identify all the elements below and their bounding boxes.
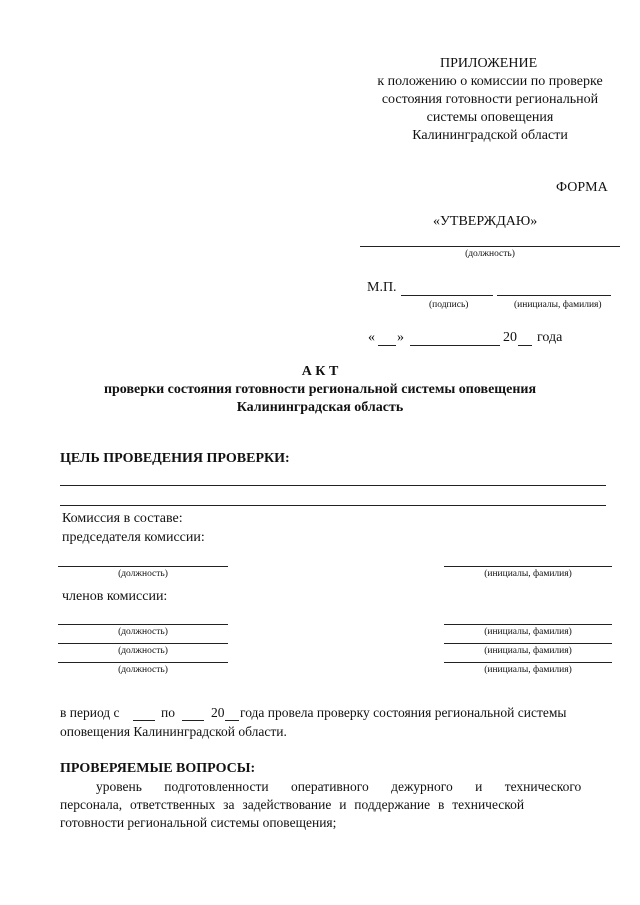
member-position-caption: (должность)	[118, 646, 168, 656]
appendix-line: системы оповещения	[426, 110, 554, 125]
questions-heading: ПРОВЕРЯЕМЫЕ ВОПРОСЫ:	[60, 761, 256, 776]
period-year-line	[225, 720, 239, 721]
date-close-quote: »	[397, 330, 404, 345]
period-to-line	[182, 720, 204, 721]
date-year-suffix: года	[537, 330, 563, 345]
signature-caption: (подпись)	[429, 300, 469, 310]
member-name-caption: (инициалы, фамилия)	[484, 665, 572, 675]
chairman-position-caption: (должность)	[118, 569, 168, 579]
act-region: Калининградская область	[236, 400, 404, 415]
members-label: членов комиссии:	[62, 589, 168, 604]
purpose-line	[60, 485, 606, 486]
chairman-name-caption: (инициалы, фамилия)	[484, 569, 572, 579]
appendix-line: состояния готовности региональной	[381, 92, 599, 107]
form-label: ФОРМА	[556, 180, 608, 195]
member-position-line	[58, 624, 228, 625]
member-position-caption: (должность)	[118, 627, 168, 637]
approver-position-caption: (должность)	[465, 249, 515, 259]
approver-position-line	[360, 246, 620, 247]
chairman-name-line	[444, 566, 612, 567]
date-day-line	[378, 345, 396, 346]
period-text: в период с	[60, 705, 120, 720]
period-text: года провела проверку состояния региональной системы	[240, 705, 567, 720]
question-item-line: уровень подготовленности оперативного дежурного и технического	[96, 779, 582, 794]
approval-title: «УТВЕРЖДАЮ»	[433, 214, 538, 229]
approver-name-caption: (инициалы, фамилия)	[514, 300, 602, 310]
member-name-caption: (инициалы, фамилия)	[484, 627, 572, 637]
commission-composition: Комиссия в составе:	[62, 511, 183, 526]
member-position-line	[58, 662, 228, 663]
member-position-caption: (должность)	[118, 665, 168, 675]
period-text: оповещения Калининградской области.	[60, 724, 287, 739]
period-from-line	[133, 720, 155, 721]
stamp-label: М.П.	[367, 280, 397, 295]
period-text: по	[161, 705, 175, 720]
appendix-title: ПРИЛОЖЕНИЕ	[440, 56, 538, 71]
period-text: 20	[211, 705, 225, 720]
appendix-line: к положению о комиссии по проверке	[377, 74, 603, 89]
date-year-line	[518, 345, 532, 346]
question-item-line: готовности региональной системы оповещения;	[60, 815, 337, 830]
date-month-line	[410, 345, 500, 346]
act-title: А К Т	[301, 364, 339, 379]
date-year-prefix: 20	[503, 330, 517, 345]
act-subtitle: проверки состояния готовности региональной системы оповещения	[103, 382, 537, 397]
member-name-line	[444, 624, 612, 625]
approver-name-line	[497, 295, 611, 296]
member-name-line	[444, 662, 612, 663]
appendix-line: Калининградской области	[412, 128, 568, 143]
member-position-line	[58, 643, 228, 644]
question-item-line: персонала, ответственных за задействование и поддержание в технической	[60, 797, 525, 812]
purpose-line	[60, 505, 606, 506]
signature-line	[401, 295, 493, 296]
chairman-position-line	[58, 566, 228, 567]
purpose-heading: ЦЕЛЬ ПРОВЕДЕНИЯ ПРОВЕРКИ:	[60, 451, 290, 466]
date-open-quote: «	[368, 330, 375, 345]
chairman-label: председателя комиссии:	[62, 530, 205, 545]
member-name-line	[444, 643, 612, 644]
member-name-caption: (инициалы, фамилия)	[484, 646, 572, 656]
